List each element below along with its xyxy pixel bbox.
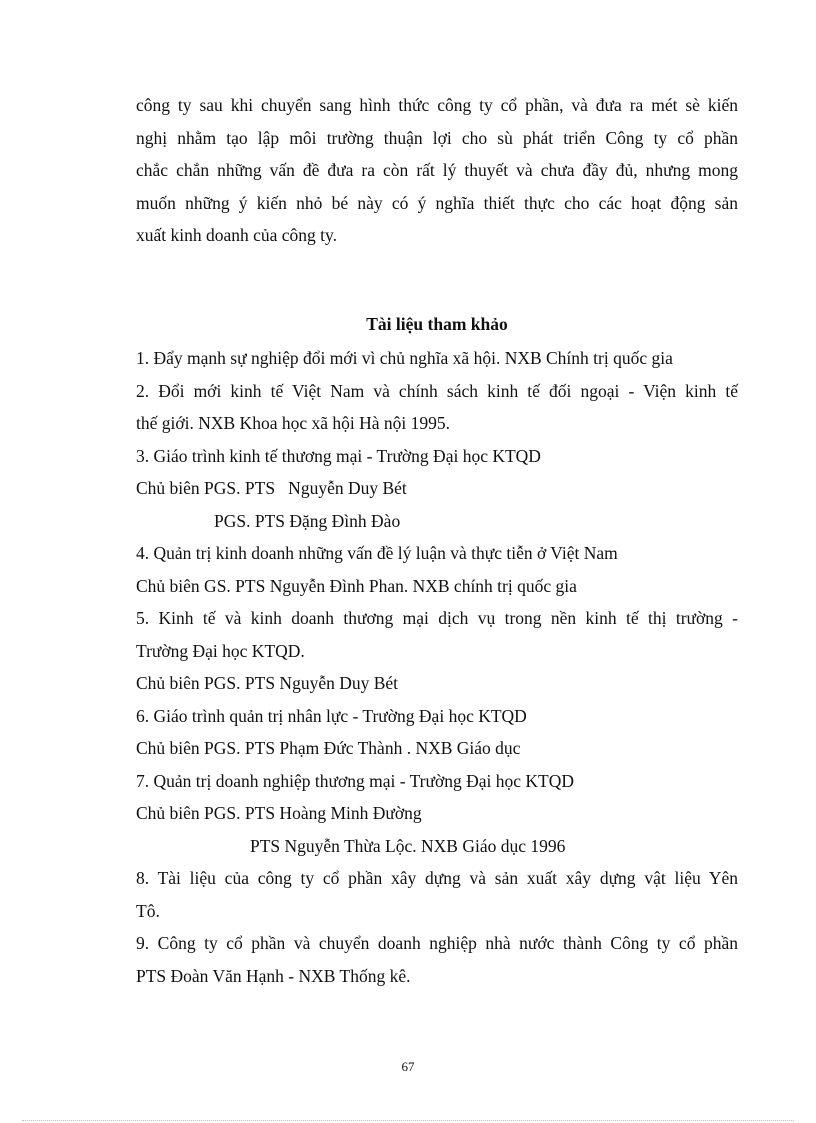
reference-line: Tô. xyxy=(136,900,160,921)
intro-line: xuất kinh doanh của công ty. xyxy=(136,225,338,245)
reference-line: Chủ biên PGS. PTS Nguyễn Duy Bét xyxy=(136,478,407,498)
page-number: 67 xyxy=(401,1059,415,1074)
reference-line: 5. Kinh tế và kinh doanh thương mại dịch vụ trong nền kinh tế thị trường - xyxy=(136,608,738,628)
intro-line: muốn những ý kiến nhỏ bé này có ý nghĩa thiết thực cho các hoạt động sản xyxy=(136,192,738,213)
reference-line: 4. Quản trị kinh doanh những vấn đề lý luận và thực tiễn ở Việt Nam xyxy=(136,543,618,563)
reference-line: Chủ biên PGS. PTS Phạm Đức Thành . NXB Giáo dục xyxy=(136,738,521,758)
intro-line: công ty sau khi chuyển sang hình thức công ty cổ phần, và đưa ra mét sè kiến xyxy=(136,95,738,115)
reference-line: Trường Đại học KTQD. xyxy=(136,640,305,661)
reference-line: 2. Đổi mới kinh tế Việt Nam và chính sách kinh tế đối ngoại - Viện kinh tế xyxy=(136,380,738,401)
intro-line: chắc chắn những vấn đề đưa ra còn rất lý thuyết và chưa đầy đủ, nhưng mong xyxy=(136,160,738,180)
references-heading: Tài liệu tham khảo xyxy=(366,314,508,334)
reference-line: PTS Đoàn Văn Hạnh - NXB Thống kê. xyxy=(136,965,411,986)
intro-line: nghị nhằm tạo lập môi trường thuận lợi cho sù phát triển Công ty cổ phần xyxy=(136,127,738,148)
reference-line: 8. Tài liệu của công ty cổ phần xây dựng và sản xuất xây dựng vật liệu Yên xyxy=(136,868,738,888)
reference-line: 6. Giáo trình quản trị nhân lực - Trường Đại học KTQD xyxy=(136,705,527,726)
intro-paragraph xyxy=(136,89,738,252)
references-list xyxy=(136,342,738,992)
reference-line: thế giới. NXB Khoa học xã hội Hà nội 1995. xyxy=(136,413,451,433)
reference-line: Chủ biên PGS. PTS Hoàng Minh Đường xyxy=(136,803,422,823)
reference-line: 9. Công ty cổ phần và chuyển doanh nghiệp nhà nước thành Công ty cổ phần xyxy=(136,933,738,953)
reference-line: Chủ biên PGS. PTS Nguyễn Duy Bét xyxy=(136,673,399,693)
reference-line: PTS Nguyễn Thừa Lộc. NXB Giáo dục 1996 xyxy=(250,835,566,856)
page-bottom-divider xyxy=(22,1120,794,1121)
reference-line: 3. Giáo trình kinh tế thương mại - Trường Đại học KTQD xyxy=(136,445,541,466)
reference-line: 7. Quản trị doanh nghiệp thương mại - Trường Đại học KTQD xyxy=(136,770,574,791)
reference-line: 1. Đẩy mạnh sự nghiệp đổi mới vì chủ nghĩa xã hội. NXB Chính trị quốc gia xyxy=(136,348,673,368)
reference-line: Chủ biên GS. PTS Nguyễn Đình Phan. NXB chính trị quốc gia xyxy=(136,575,577,596)
reference-line: PGS. PTS Đặng Đình Đào xyxy=(214,510,401,531)
